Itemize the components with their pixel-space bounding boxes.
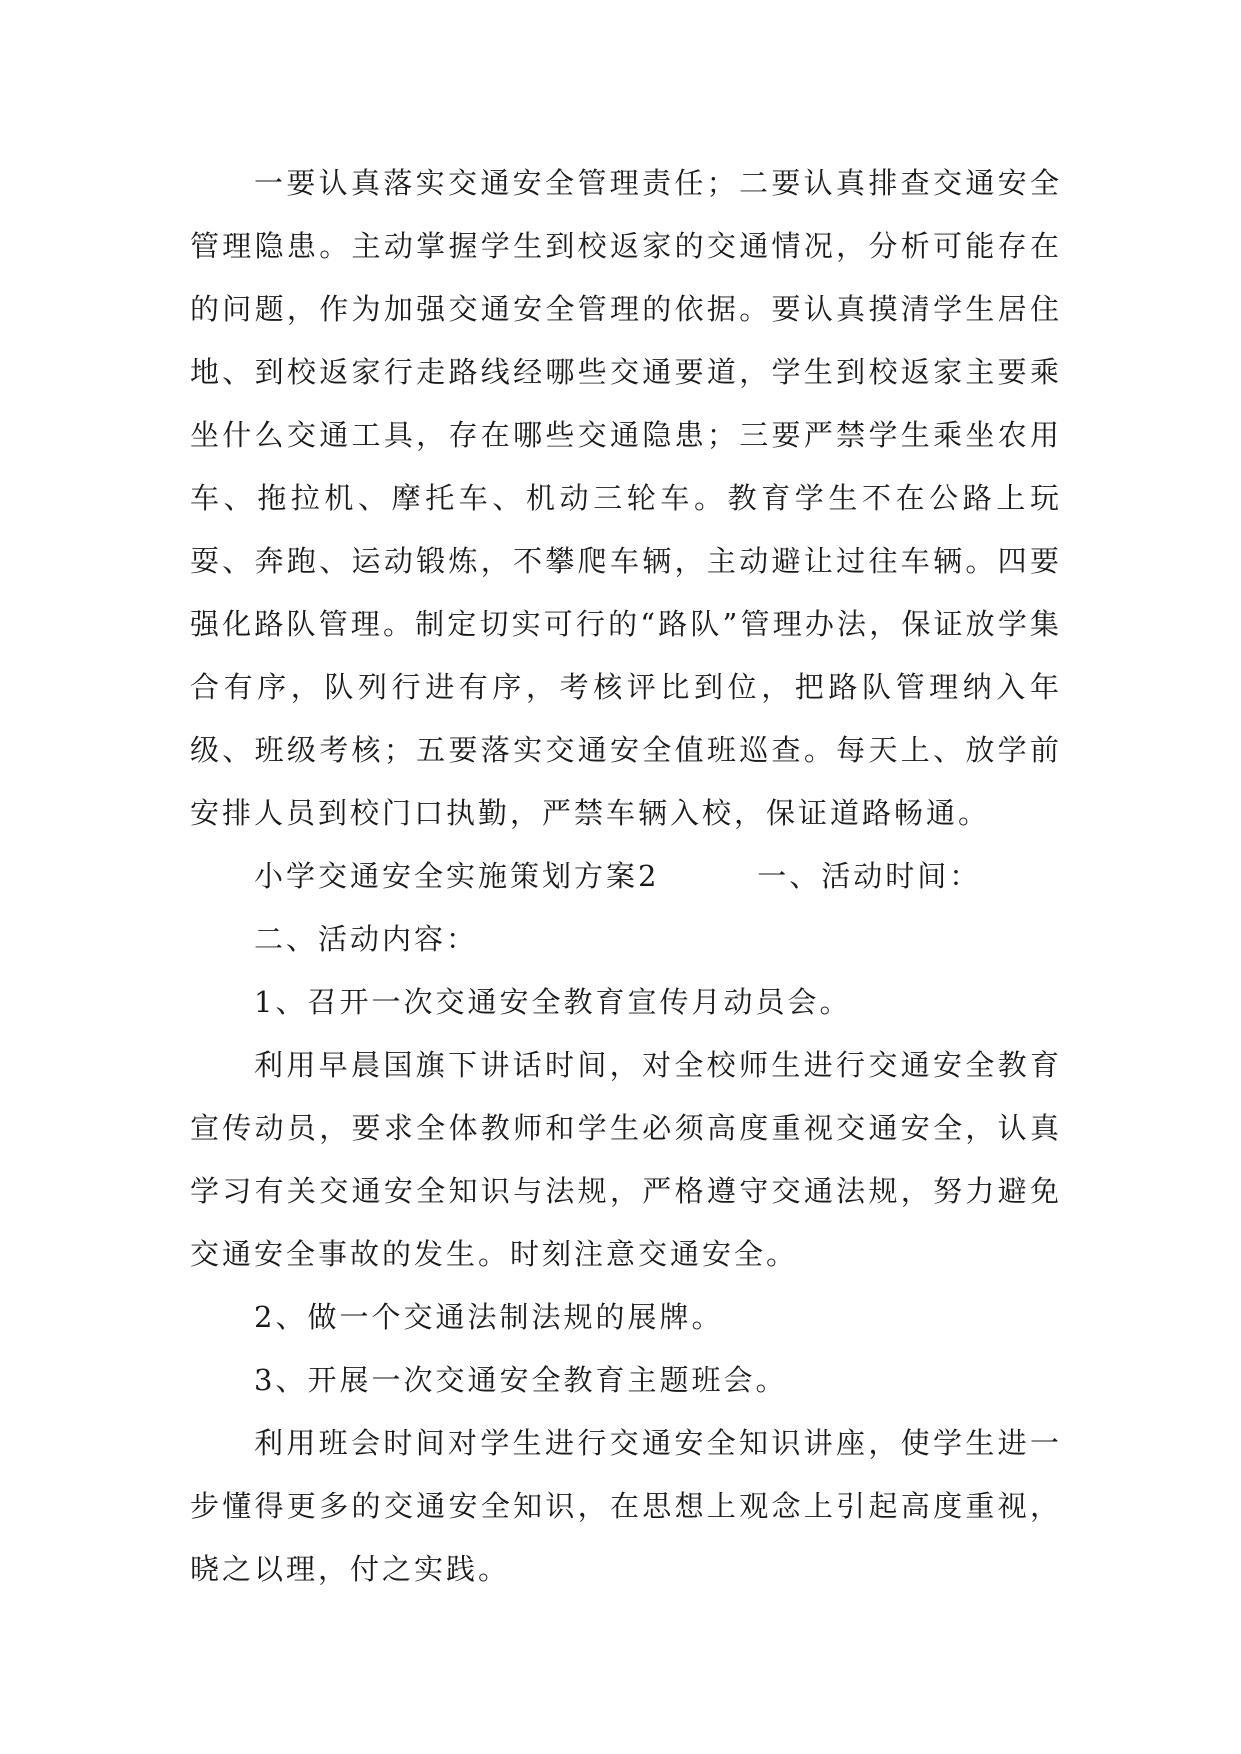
paragraph-plan-title-activity-time: 小学交通安全实施策划方案2 一、活动时间： bbox=[254, 859, 982, 893]
paragraph-item-1: 1、召开一次交通安全教育宣传月动员会。 bbox=[254, 985, 852, 1019]
paragraph-item-2: 2、做一个交通法制法规的展牌。 bbox=[254, 1300, 724, 1334]
paragraph-safety-responsibilities: 一要认真落实交通安全管理责任；二要认真排查交通安全管理隐患。主动掌握学生到校返家的交通情况，分析可能存在的问题，作为加强交通安全管理的依据。要认真摸清学生居住地、到校返家行走路线经哪些交通要道，学生到校返家主要乘坐什么交通工具，存在哪些交通隐患；三要严禁学生乘坐农用车、拖拉机、摩托车、机动三轮车。教育学生不在公路上玩耍、奔跑、运动锻炼，不攀爬车辆，主动避让过往车辆。四要强化路队管理。制定切实可行的“路队”管理办法，保证放学集合有序，队列行进有序，考核评比到位，把路队管理纳入年级、班级考核；五要落实交通安全值班巡查。每天上、放学前安排人员到校门口执勤，严禁车辆入校，保证道路畅通。 bbox=[190, 166, 1062, 830]
paragraph-item-3: 3、开展一次交通安全教育主题班会。 bbox=[254, 1363, 788, 1397]
paragraph-activity-content-heading: 二、活动内容： bbox=[254, 922, 479, 956]
document-body bbox=[190, 152, 1062, 1601]
paragraph-item-1-detail: 利用早晨国旗下讲话时间，对全校师生进行交通安全教育宣传动员，要求全体教师和学生必须高度重视交通安全，认真学习有关交通安全知识与法规，严格遵守交通法规，努力避免交通安全事故的发生。时刻注意交通安全。 bbox=[190, 1048, 1062, 1271]
paragraph-item-3-detail: 利用班会时间对学生进行交通安全知识讲座，使学生进一步懂得更多的交通安全知识，在思想上观念上引起高度重视，晓之以理，付之实践。 bbox=[190, 1426, 1062, 1586]
